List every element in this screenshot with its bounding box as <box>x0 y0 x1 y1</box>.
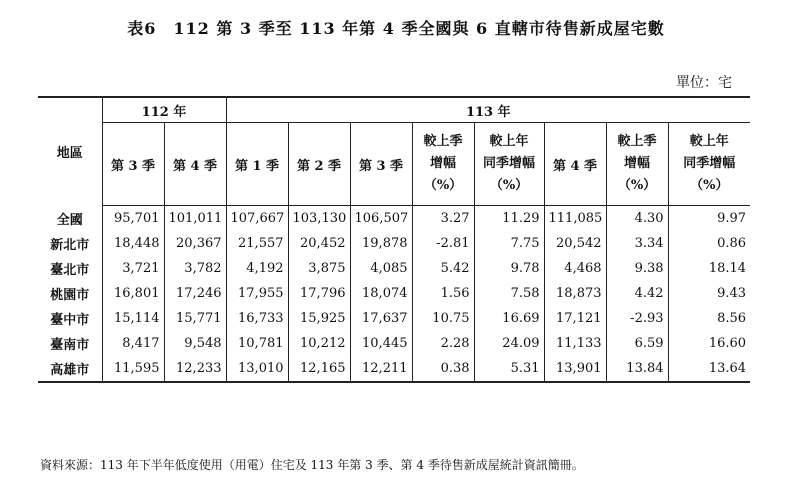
qoq-label-pct: （%） <box>617 178 657 193</box>
cell-113-q4: 4,468 <box>544 256 606 281</box>
qoq-label-line1: 較上季 <box>423 134 463 149</box>
cell-113-q4: 20,542 <box>544 231 606 256</box>
cell-q4-qoq: 13.84 <box>606 356 668 382</box>
cell-113-q3: 4,085 <box>350 256 412 281</box>
cell-q4-yoy: 8.56 <box>717 311 747 326</box>
cell-113-q4: 17,121 <box>544 306 606 331</box>
cell-q3-yoy: 16.69 <box>474 306 544 331</box>
col-q3-yoy-header <box>474 123 544 206</box>
col-112-q4-header: 第 4 季 <box>164 123 226 206</box>
yoy-label-line1: 較上年 <box>689 134 729 149</box>
table-row <box>38 206 750 232</box>
table-row <box>38 256 750 281</box>
cell-113-q2: 12,165 <box>288 356 350 382</box>
cell-q4-yoy: 0.86 <box>717 236 747 251</box>
cell-113-q3: 19,878 <box>350 231 412 256</box>
cell-112-q4: 3,782 <box>164 256 226 281</box>
cell-112-q4: 9,548 <box>164 331 226 356</box>
cell-113-q3: 106,507 <box>350 206 412 232</box>
cell-q4-qoq: 6.59 <box>606 331 668 356</box>
cell-q3-qoq: 0.38 <box>412 356 474 382</box>
cell-q4-qoq: 4.42 <box>606 281 668 306</box>
cell-q4-yoy: 9.97 <box>717 211 747 226</box>
yoy-label-line2: 同季增幅 <box>483 156 536 171</box>
table-title: 表6 112 第 3 季至 113 年第 4 季全國與 6 直轄市待售新成屋宅數 <box>127 19 665 38</box>
cell-q3-qoq: 10.75 <box>412 306 474 331</box>
cell-113-q3: 17,637 <box>350 306 412 331</box>
cell-112-q4: 20,367 <box>164 231 226 256</box>
cell-q4-yoy: 18.14 <box>708 261 747 276</box>
cell-112-q3: 16,801 <box>102 281 164 306</box>
yoy-label-pct: （%） <box>690 178 729 193</box>
col-113-q3-header: 第 3 季 <box>350 123 412 206</box>
yoy-label-line1: 較上年 <box>489 134 529 149</box>
cell-112-q4: 12,233 <box>164 356 226 382</box>
qoq-label-pct: （%） <box>423 178 463 193</box>
cell-q3-yoy: 7.58 <box>474 281 544 306</box>
cell-q4-qoq: 9.38 <box>606 256 668 281</box>
cell-112-q4: 15,771 <box>164 306 226 331</box>
col-113-q2-header: 第 2 季 <box>288 123 350 206</box>
cell-q4-yoy: 16.60 <box>708 336 747 351</box>
year-112-header: 112 年 <box>102 97 226 123</box>
cell-112-q3: 11,595 <box>102 356 164 382</box>
cell-113-q2: 3,875 <box>288 256 350 281</box>
cell-112-q3: 95,701 <box>102 206 164 232</box>
cell-113-q2: 10,212 <box>288 331 350 356</box>
cell-113-q3: 10,445 <box>350 331 412 356</box>
table-row <box>38 281 750 306</box>
year-113-header: 113 年 <box>226 97 750 123</box>
yoy-label-line2: 同季增幅 <box>683 156 736 171</box>
cell-113-q1: 13,010 <box>226 356 288 382</box>
table-row <box>38 331 750 356</box>
cell-q4-qoq: 3.34 <box>606 231 668 256</box>
col-113-q4-header: 第 4 季 <box>544 123 606 206</box>
cell-q4-qoq: 4.30 <box>606 206 668 232</box>
cell-113-q1: 21,557 <box>226 231 288 256</box>
col-113-q1-header: 第 1 季 <box>226 123 288 206</box>
cell-q3-qoq: 3.27 <box>412 206 474 232</box>
region-cell: 臺中市 <box>38 306 102 331</box>
cell-113-q1: 16,733 <box>226 306 288 331</box>
cell-q3-qoq: 1.56 <box>412 281 474 306</box>
region-cell: 臺南市 <box>38 331 102 356</box>
cell-113-q3: 18,074 <box>350 281 412 306</box>
cell-113-q4: 13,901 <box>544 356 606 382</box>
cell-113-q1: 107,667 <box>226 206 288 232</box>
header-row-years <box>38 97 750 123</box>
source-note: 資料來源：113 年下半年低度使用（用電）住宅及 113 年第 3 季、第 4 季待售新成屋統計資訊簡冊。 <box>40 458 584 472</box>
cell-113-q2: 103,130 <box>288 206 350 232</box>
qoq-label-line1: 較上季 <box>617 134 657 149</box>
cell-113-q1: 4,192 <box>226 256 288 281</box>
table-row <box>38 231 750 256</box>
cell-113-q3: 12,211 <box>350 356 412 382</box>
cell-113-q4: 18,873 <box>544 281 606 306</box>
cell-113-q2: 20,452 <box>288 231 350 256</box>
header-row-quarters <box>38 123 750 206</box>
cell-q3-yoy: 7.75 <box>474 231 544 256</box>
cell-q3-qoq: 2.28 <box>412 331 474 356</box>
cell-112-q4: 17,246 <box>164 281 226 306</box>
cell-112-q3: 15,114 <box>102 306 164 331</box>
cell-q4-yoy: 9.43 <box>717 286 747 301</box>
table-row <box>38 356 750 382</box>
cell-q3-qoq: -2.81 <box>412 231 474 256</box>
region-cell: 高雄市 <box>38 356 102 382</box>
cell-112-q3: 18,448 <box>102 231 164 256</box>
col-q3-qoq-header <box>412 123 474 206</box>
cell-112-q3: 8,417 <box>102 331 164 356</box>
cell-113-q1: 10,781 <box>226 331 288 356</box>
cell-q3-qoq: 5.42 <box>412 256 474 281</box>
cell-112-q3: 3,721 <box>102 256 164 281</box>
cell-113-q2: 17,796 <box>288 281 350 306</box>
col-q4-qoq-header <box>606 123 668 206</box>
cell-q3-yoy: 11.29 <box>474 206 544 232</box>
cell-113-q2: 15,925 <box>288 306 350 331</box>
cell-112-q4: 101,011 <box>164 206 226 232</box>
qoq-label-line2: 增幅 <box>624 156 651 171</box>
table-row <box>38 306 750 331</box>
cell-q3-yoy: 24.09 <box>474 331 544 356</box>
unit-label: 單位：宅 <box>676 75 732 91</box>
region-cell: 臺北市 <box>38 256 102 281</box>
yoy-label-pct: （%） <box>489 178 529 193</box>
col-q4-yoy-header <box>668 123 750 206</box>
cell-q3-yoy: 9.78 <box>474 256 544 281</box>
cell-q4-qoq: -2.93 <box>606 306 668 331</box>
qoq-label-line2: 增幅 <box>430 156 457 171</box>
region-cell: 桃園市 <box>38 281 102 306</box>
region-cell: 新北市 <box>38 231 102 256</box>
housing-inventory-table <box>38 96 750 383</box>
region-cell: 全國 <box>38 206 102 232</box>
region-header: 地區 <box>38 97 102 206</box>
cell-q3-yoy: 5.31 <box>474 356 544 382</box>
cell-q4-yoy: 13.64 <box>668 356 750 382</box>
cell-113-q1: 17,955 <box>226 281 288 306</box>
cell-113-q4: 111,085 <box>544 206 606 232</box>
col-112-q3-header: 第 3 季 <box>102 123 164 206</box>
cell-113-q4: 11,133 <box>544 331 606 356</box>
